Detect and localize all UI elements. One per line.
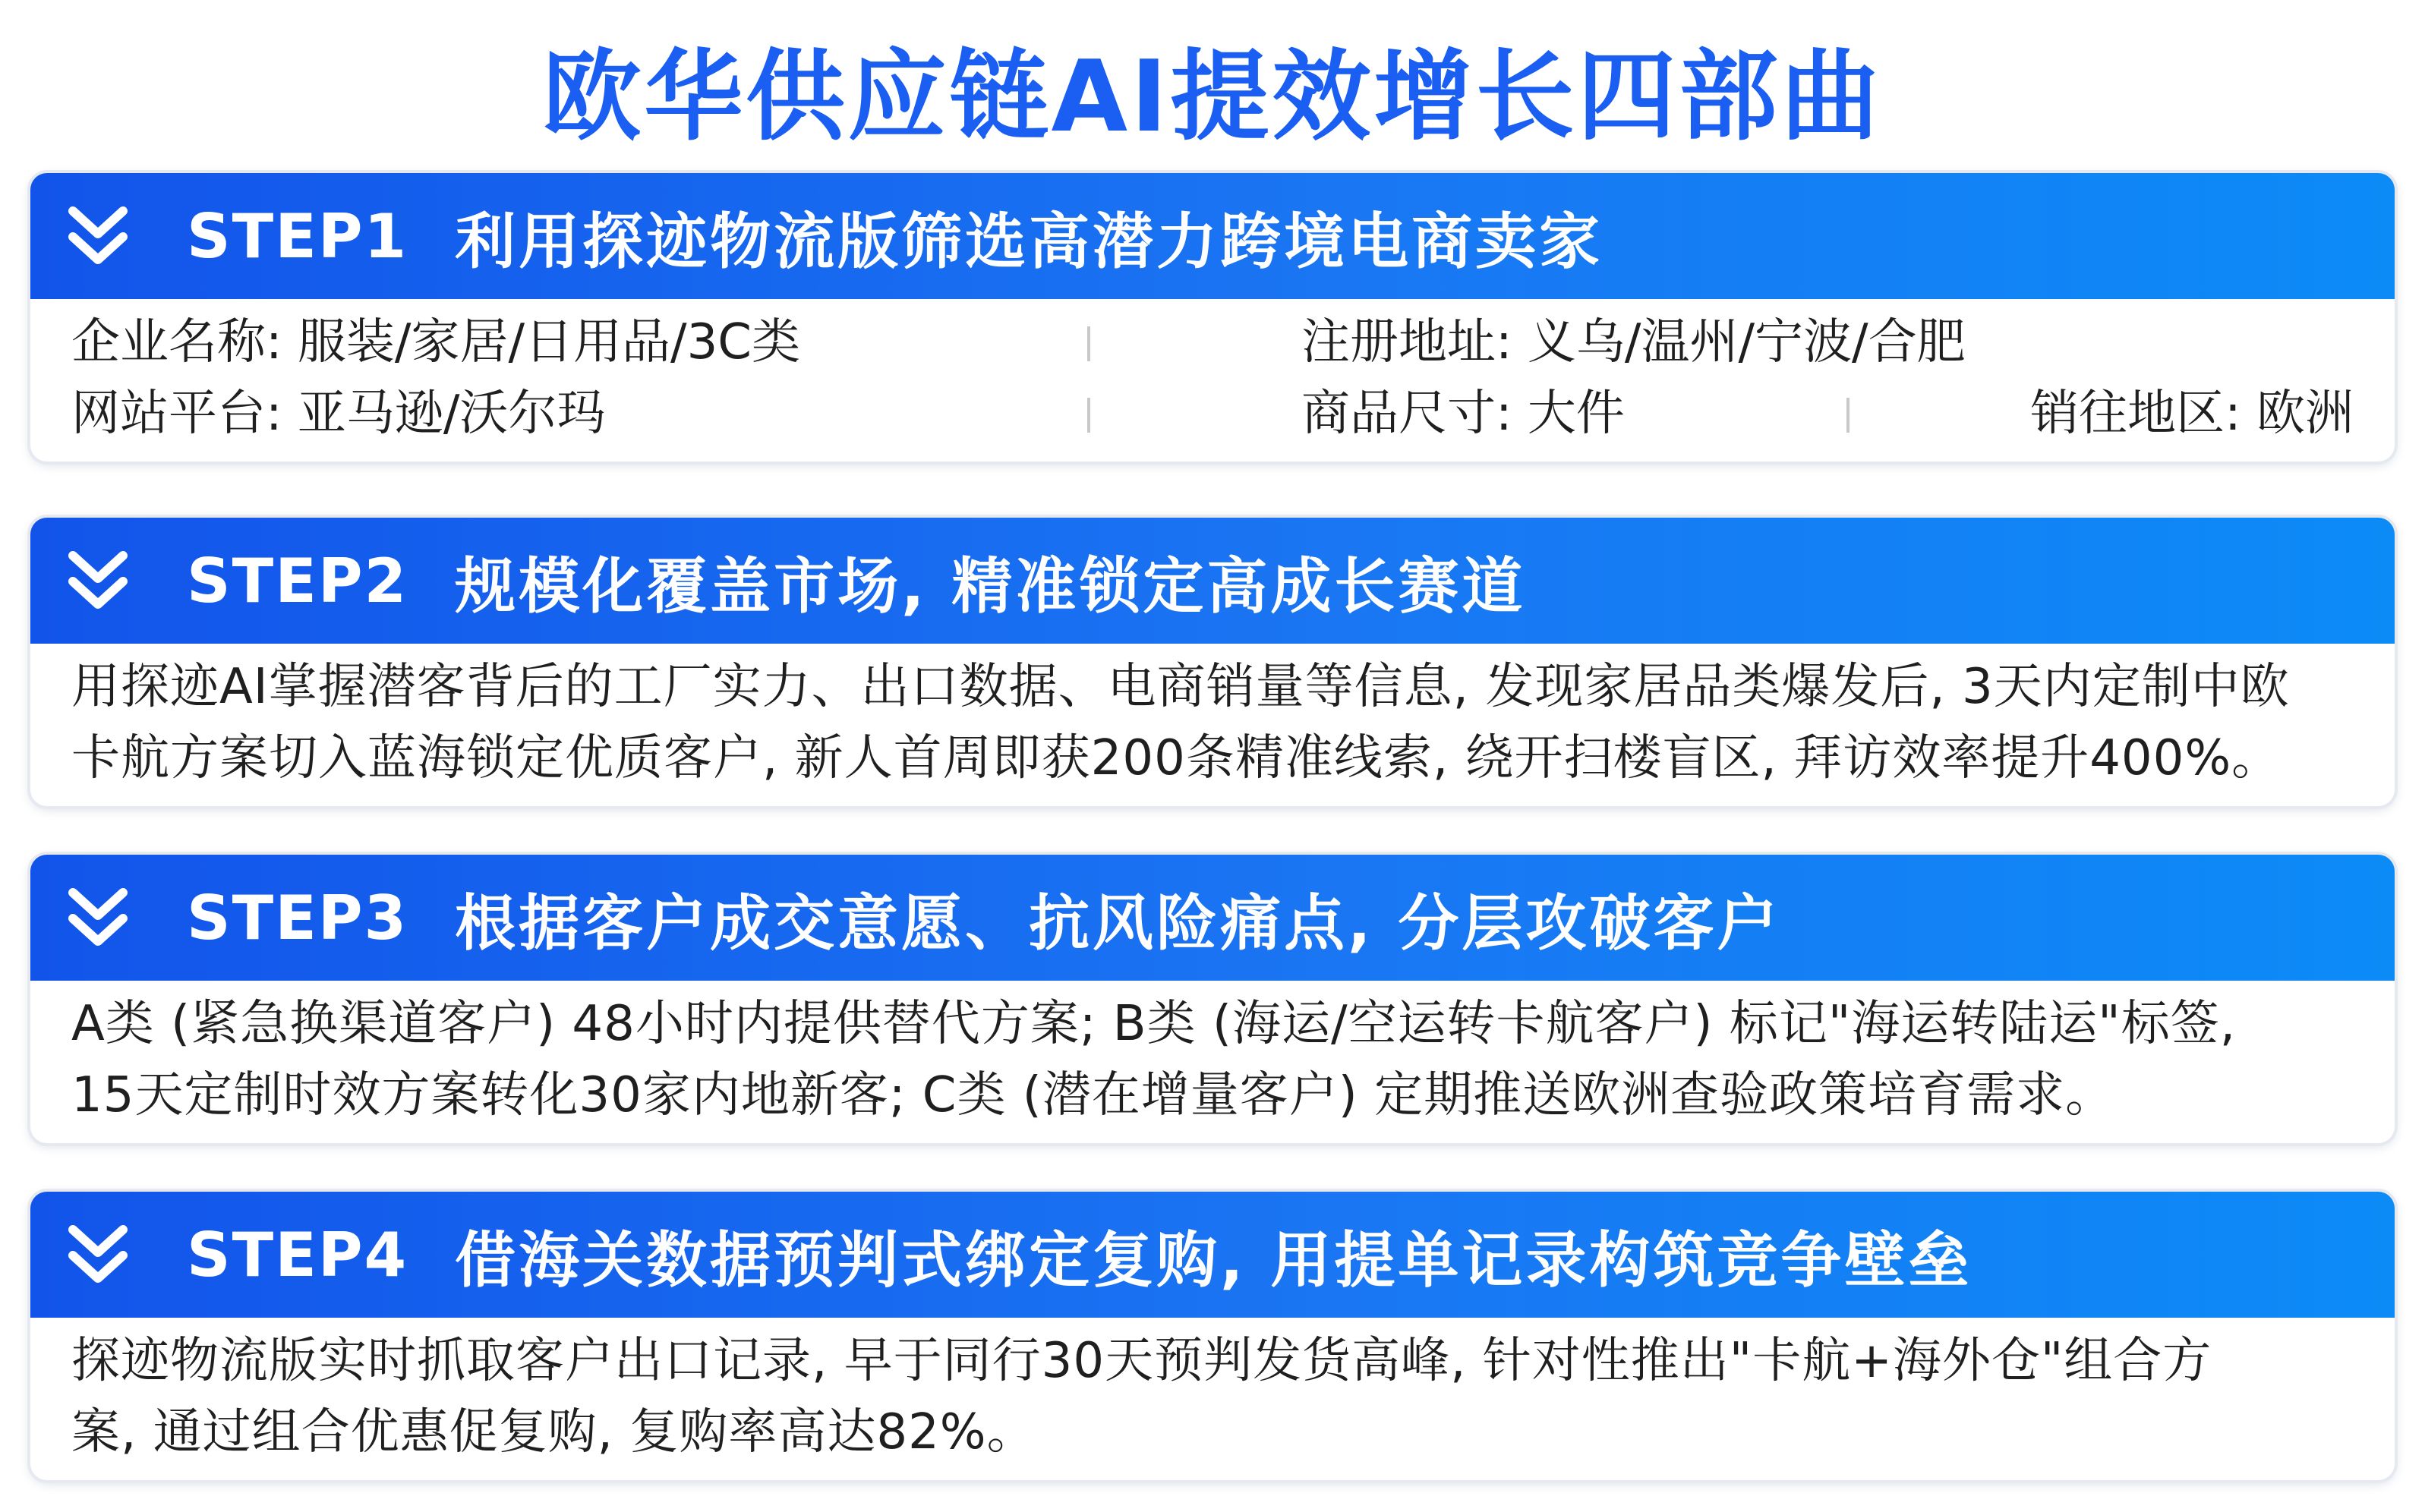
double-chevron-down-icon <box>65 203 131 269</box>
double-chevron-down-icon <box>65 548 131 613</box>
step3-header <box>30 855 2395 981</box>
step2-line-2: 卡航方案切入蓝海锁定优质客户, 新人首周即获200条精准线索, 绕开扫楼盲区, 拜访效率提升400%。 <box>71 730 2282 786</box>
step1-label: STEP1 <box>187 200 408 272</box>
step2-line-1: 用探迹AI掌握潜客背后的工厂实力、出口数据、电商销量等信息, 发现家居品类爆发后, 3天内定制中欧 <box>71 659 2290 715</box>
step4-header <box>30 1192 2395 1318</box>
divider <box>1846 398 1849 433</box>
step3-line-1: A类 (紧急换渠道客户) 48小时内提供替代方案; B类 (海运/空运转卡航客户) 标记"海运转陆运"标签, <box>71 996 2237 1052</box>
step1-body <box>30 299 2395 449</box>
step4-line-2: 案, 通过组合优惠促复购, 复购率高达82%。 <box>71 1404 1036 1460</box>
product-size: 商品尺寸: 大件 <box>1301 386 1625 442</box>
step4-line-1: 探迹物流版实时抓取客户出口记录, 早于同行30天预判发货高峰, 针对性推出"卡航+海外仓"组合方 <box>71 1333 2212 1389</box>
step3-card <box>30 855 2395 1143</box>
page-title: 欧华供应链AI提效增长四部曲 <box>542 39 1883 154</box>
step2-body <box>30 644 2395 794</box>
double-chevron-down-icon <box>65 1222 131 1287</box>
step4-title: 借海关数据预判式绑定复购, 用提单记录构筑竞争壁垒 <box>455 1224 1972 1296</box>
step1-card <box>30 173 2395 461</box>
step2-title: 规模化覆盖市场, 精准锁定高成长赛道 <box>455 550 1526 622</box>
step3-line-2: 15天定制时效方案转化30家内地新客; C类 (潜在增量客户) 定期推送欧洲查验政策培育需求。 <box>71 1067 2115 1123</box>
info-row-1 <box>71 307 2354 378</box>
sales-region: 销往地区: 欧洲 <box>2030 386 2354 442</box>
step2-label: STEP2 <box>187 545 408 616</box>
step3-title: 根据客户成交意愿、抗风险痛点, 分层攻破客户 <box>455 887 1781 959</box>
company-type: 企业名称: 服装/家居/日用品/3C类 <box>71 314 800 370</box>
registered-address: 注册地址: 义乌/温州/宁波/合肥 <box>1301 314 1966 370</box>
step4-body <box>30 1318 2395 1468</box>
step3-label: STEP3 <box>187 882 408 953</box>
step2-card <box>30 518 2395 806</box>
step2-header <box>30 518 2395 644</box>
step3-body <box>30 981 2395 1131</box>
double-chevron-down-icon <box>65 885 131 950</box>
step1-title: 利用探迹物流版筛选高潜力跨境电商卖家 <box>455 206 1604 277</box>
info-row-2 <box>71 378 2354 449</box>
step1-header <box>30 173 2395 299</box>
website-platform: 网站平台: 亚马逊/沃尔玛 <box>71 386 606 442</box>
divider <box>1087 326 1090 361</box>
divider <box>1087 398 1090 433</box>
step4-card <box>30 1192 2395 1480</box>
step4-label: STEP4 <box>187 1219 408 1290</box>
